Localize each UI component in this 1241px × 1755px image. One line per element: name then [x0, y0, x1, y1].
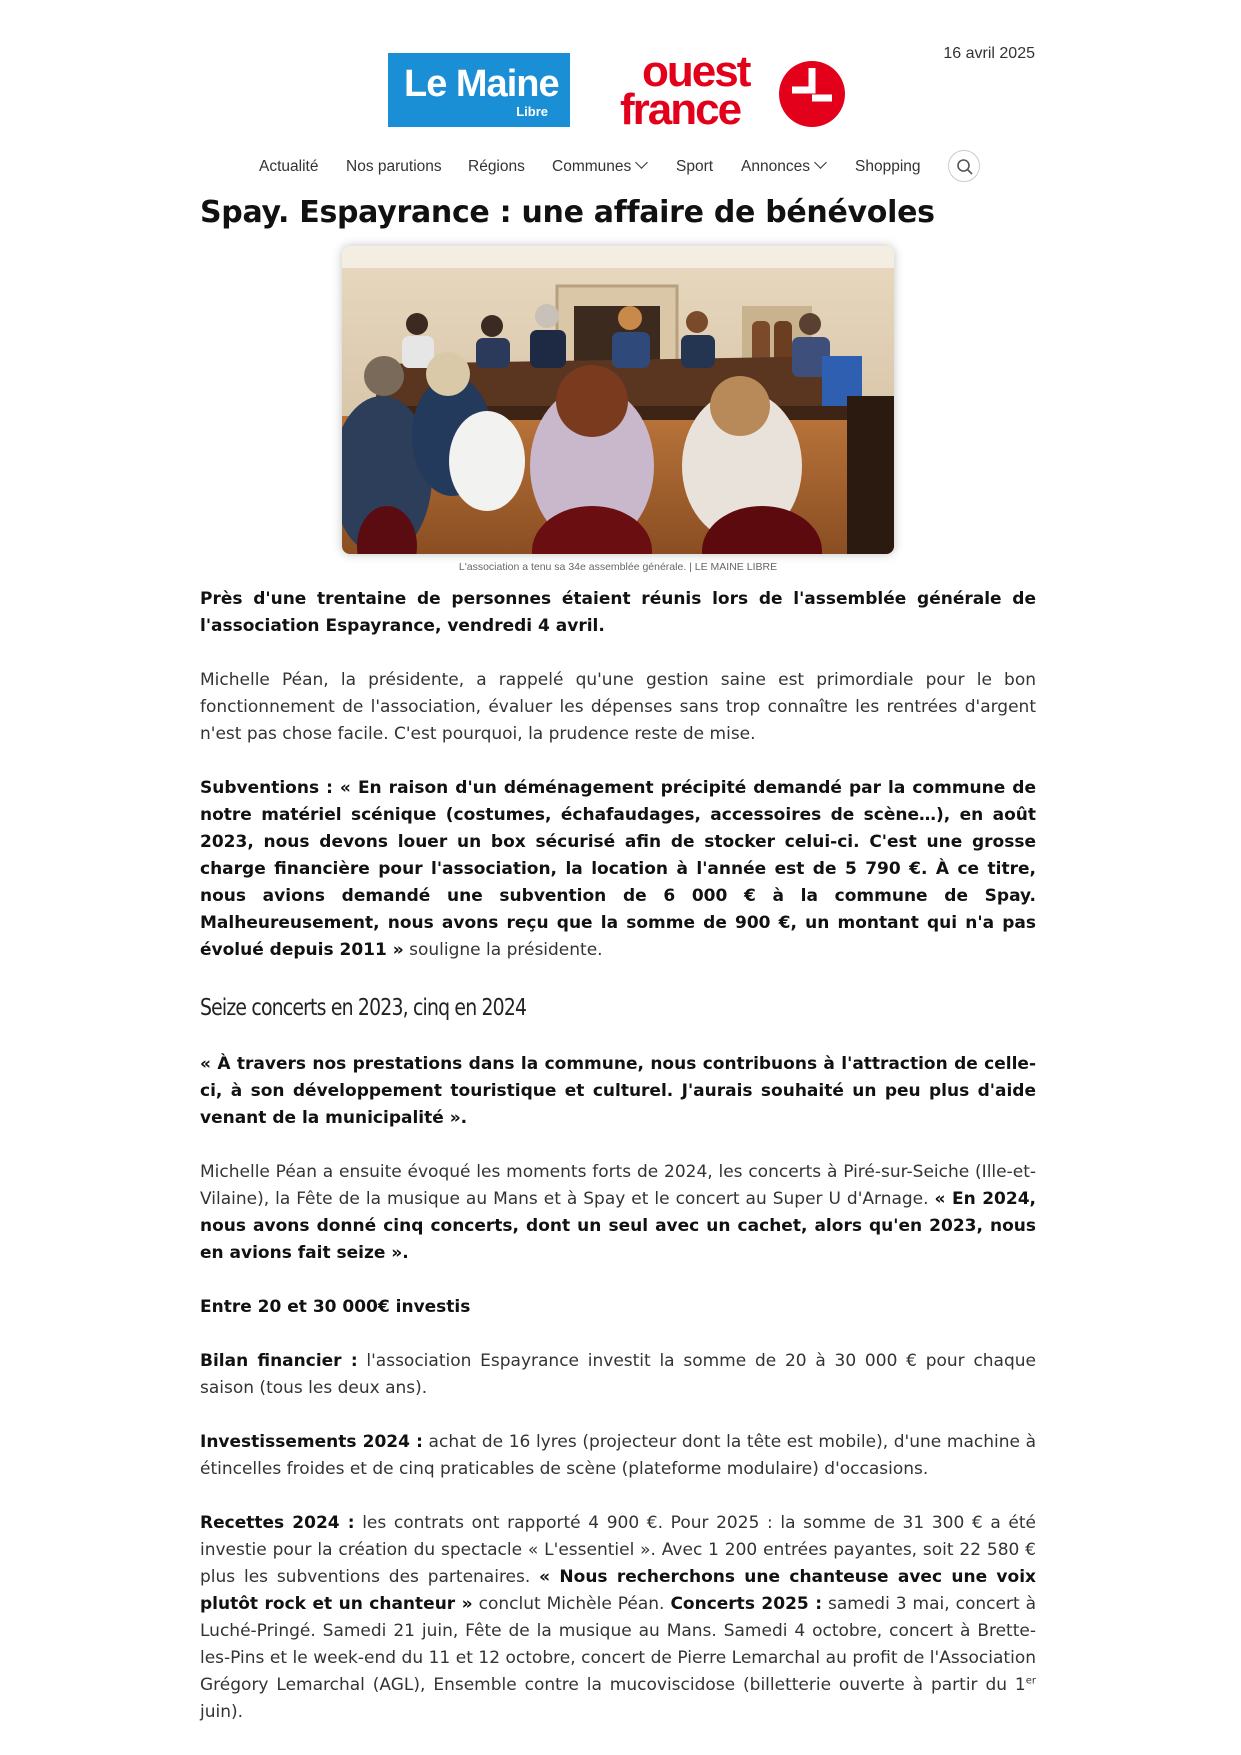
article-lead [200, 586, 1036, 640]
search-button[interactable] [948, 150, 980, 182]
nav-shopping[interactable]: Shopping [855, 158, 921, 175]
paragraph-2 [200, 775, 1036, 964]
recherche-quote: « Nous recherchons une chanteuse avec une voix plutôt rock et un chanteur » [200, 1567, 1036, 1614]
subheading-investis-text: Entre 20 et 30 000€ investis [200, 1297, 471, 1317]
paragraph-recettes [200, 1510, 1036, 1726]
nav-actualite[interactable]: Actualité [259, 158, 319, 175]
article-photo[interactable] [342, 246, 894, 554]
logo-ouest-line2: france [620, 85, 741, 134]
article-body [200, 586, 1036, 1753]
section-heading: Seize concerts en 2023, cinq en 2024 [200, 995, 527, 1021]
lead-text: Près d'une trentaine de personnes étaient réunis lors de l'assemblée générale de l'association Espayrance, vendredi 4 avril. [200, 589, 1036, 636]
nav-sport[interactable]: Sport [676, 158, 714, 175]
concerts-text: samedi 3 mai, concert à Luché-Pringé. Samedi 21 juin, Fête de la musique au Mans. Samedi 4 octobre, concert à Brette-les-Pins et le week-end du 11 et 12 octobre, concert de Pierre Lemarchal au profit de l'Association Grégory Lemarchal (AGL), Ensemble contre la mucoviscidose (billetterie ouverte à partir du 1 [200, 1594, 1036, 1695]
concerts-label: Concerts 2025 : [670, 1594, 823, 1614]
paragraph-2-text: souligne la présidente. [403, 940, 603, 960]
investissements-text: achat de 16 lyres (projecteur dont la tête est mobile), d'une machine à étincelles froides et de cinq praticables de scène (plateforme modulaire) d'occasions. [200, 1432, 1037, 1479]
meeting-photo-illustration [342, 246, 894, 554]
nav-annonces[interactable] [741, 158, 825, 176]
paragraph-investissements [200, 1429, 1036, 1483]
nav-annonces-label: Annonces [741, 158, 810, 175]
investissements-label: Investissements 2024 : [200, 1432, 423, 1452]
search-icon [956, 158, 974, 176]
nav-nos-parutions[interactable]: Nos parutions [346, 158, 442, 175]
paragraph-3-bold: « À travers nos prestations dans la commune, nous contribuons à l'attraction de celle-ci, à son développement touristique et culturel. J'aurais souhaité un peu plus d'aide venant de la municipalité ». [200, 1054, 1036, 1128]
conclut-text: conclut Michèle Péan. [472, 1594, 671, 1614]
paragraph-2-bold: Subventions : « En raison d'un déménagement précipité demandé par la commune de notre matériel scénique (costumes, échafaudages, accessoires de scène…), en août 2023, nous devons louer un box sécurisé afin de stocker celui-ci. C'est une grosse charge financière pour l'association, la location à l'année est de 5 790 €. À ce titre, nous avions demandé une subvention de 6 000 € à la commune de Spay. Malheureusement, nous avons reçu que la somme de 900 €, un montant qui n'a pas évolué depuis 2011 » [200, 778, 1036, 960]
logo-lemaine-sub: Libre [516, 104, 548, 119]
le-maine-libre-logo[interactable] [388, 53, 570, 127]
ouest-france-emblem-icon [778, 60, 846, 128]
paragraph-4 [200, 1159, 1036, 1267]
bilan-text: l'association Espayrance investit la somme de 20 à 30 000 € pour chaque saison (tous les deux ans). [200, 1351, 1037, 1398]
photo-caption: L'association a tenu sa 34e assemblée générale. | LE MAINE LIBRE [458, 561, 778, 573]
concerts-text-end: juin). [200, 1702, 244, 1722]
chevron-down-icon [814, 156, 827, 169]
recettes-label: Recettes 2024 : [200, 1513, 355, 1533]
article-title: Spay. Espayrance : une affaire de bénévoles [200, 195, 935, 230]
ouest-france-logo[interactable] [620, 48, 850, 134]
paragraph-3 [200, 1051, 1036, 1132]
paragraph-4-bold: « En 2024, nous avons donné cinq concerts, dont un seul avec un cachet, alors qu'en 2023, nous en avions fait seize ». [200, 1189, 1036, 1263]
chevron-down-icon [635, 156, 648, 169]
paragraph-bilan [200, 1348, 1036, 1402]
bilan-label: Bilan financier : [200, 1351, 358, 1371]
publication-date: 16 avril 2025 [943, 45, 1035, 62]
nav-regions[interactable]: Régions [468, 158, 525, 175]
recettes-text: les contrats ont rapporté 4 900 €. Pour 2025 : la somme de 31 300 € a été investie pour la création du spectacle « L'essentiel ». Avec 1 200 entrées payantes, soit 22 580 € plus les subventions des partenaires. [200, 1513, 1037, 1587]
paragraph-4-text: Michelle Péan a ensuite évoqué les moments forts de 2024, les concerts à Piré-sur-Seiche (Ille-et-Vilaine), la Fête de la musique au Mans et à Spay et le concert au Super U d'Arnage. [200, 1162, 1036, 1209]
subheading-investis [200, 1294, 1036, 1321]
logo-lemaine-text: Le Maine [404, 63, 559, 105]
paragraph-1: Michelle Péan, la présidente, a rappelé qu'une gestion saine est primordiale pour le bon fonctionnement de l'association, évaluer les dépenses sans trop connaître les rentrées d'argent n'est pas chose facile. C'est pourquoi, la prudence reste de mise. [200, 670, 1036, 744]
logo-ouest-line1: ouest [642, 47, 750, 96]
nav-communes[interactable] [552, 158, 646, 176]
nav-communes-label: Communes [552, 158, 632, 175]
main-navigation [0, 150, 1241, 186]
ordinal-superscript: er [1025, 1675, 1036, 1687]
